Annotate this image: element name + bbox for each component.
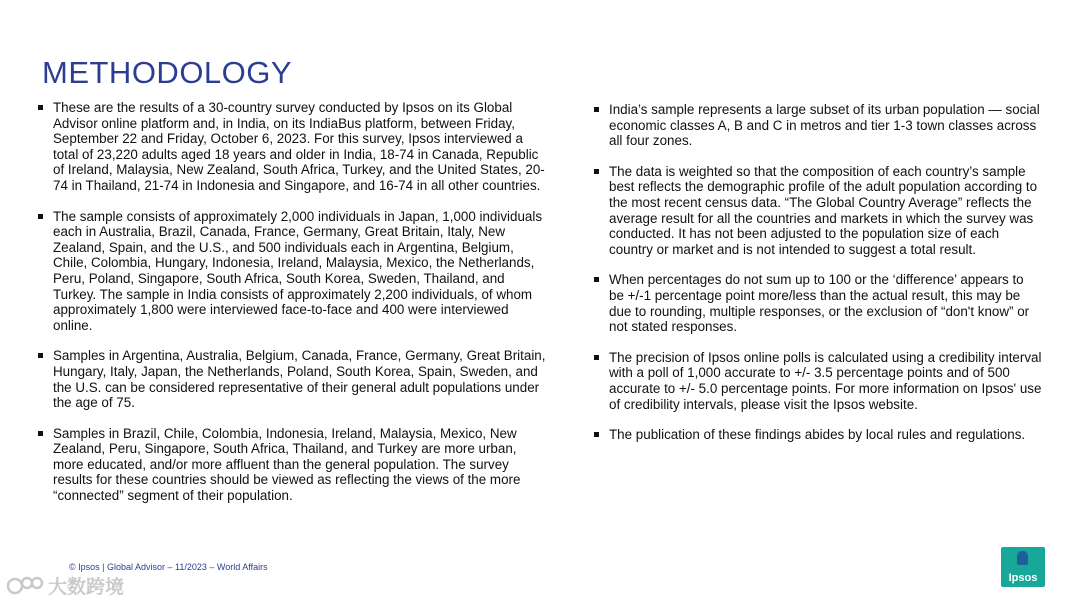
bullet-text: These are the results of a 30-country survey conducted by Ipsos on its Global Advisor online platform and, in India, on its IndiaBus platform, between Friday, September 22 and Friday, October 6, 2023. For this survey, Ipsos interviewed a total of 23,220 adults aged 18 years and older in India, 18-74 in Canada, Republic of Ireland, Malaysia, New Zealand, South Africa, Turkey, and the United States, 20-74 in Thailand, 21-74 in Indonesia and Singapore, and 16-74 in all other countries. [53, 100, 545, 193]
bullet-text: The data is weighted so that the composition of each country’s sample best reflects the demographic profile of the adult population according to the most recent census data. “The Global Country Average” reflects the average result for all the countries and markets in which the survey was conducted. It has not been adjusted to the population size of each country or market and is not intended to suggest a total result. [609, 163, 1038, 257]
square-bullet-icon [38, 214, 43, 219]
bullet-item [592, 272, 1042, 334]
bullet-text: The publication of these findings abides by local rules and regulations. [609, 427, 1026, 443]
right-bullet-list [592, 102, 1042, 443]
bullet-text: The precision of Ipsos online polls is calculated using a credibility interval with a poll of 1,000 accurate to +/- 3.5 percentage points and of 500 accurate to +/- 5.0 percentage points. For more information on Ipsos' use of credibility intervals, please visit the Ipsos website. [609, 349, 1042, 412]
bullet-item [36, 209, 546, 334]
logo-text: Ipsos [1008, 572, 1038, 584]
square-bullet-icon [594, 169, 599, 174]
bullet-text: The sample consists of approximately 2,000 individuals in Japan, 1,000 individuals each in Australia, Brazil, Canada, France, Germany, Great Britain, Italy, New Zealand, Spain, and the U.S., and 500 individuals each in Argentina, Belgium, Chile, Colombia, Hungary, Indonesia, Ireland, Malaysia, Mexico, the Netherlands, Peru, Poland, Singapore, South Africa, South Korea, Sweden, Thailand, and Turkey. The sample in India consists of approximately 2,200 individuals, of whom approximately 1,800 were interviewed face-to-face and 400 were interviewed online. [53, 208, 543, 333]
logo-figure-icon [1017, 551, 1028, 565]
bullet-item [592, 164, 1042, 258]
watermark-logo-icon [6, 575, 44, 597]
page-title: METHODOLOGY [42, 54, 293, 90]
square-bullet-icon [594, 432, 599, 437]
square-bullet-icon [594, 277, 599, 282]
bullet-text: When percentages do not sum up to 100 or the ‘difference’ appears to be +/-1 percentage point more/less than the actual result, this may be due to rounding, multiple responses, or the exclusion of “don't know” or not stated responses. [609, 272, 1030, 335]
square-bullet-icon [594, 107, 599, 112]
bullet-item [36, 348, 546, 410]
ipsos-logo [1001, 547, 1045, 587]
right-column [592, 102, 1042, 458]
bullet-item [36, 100, 546, 194]
bullet-item [36, 426, 546, 504]
bullet-item [592, 427, 1042, 443]
watermark [6, 572, 124, 599]
square-bullet-icon [38, 353, 43, 358]
left-column [36, 100, 546, 519]
watermark-text: 大数跨境 [48, 577, 125, 598]
footer-copyright: © Ipsos | Global Advisor – 11/2023 – World Affairs [69, 562, 268, 572]
bullet-item [592, 350, 1042, 412]
bullet-text: India’s sample represents a large subset of its urban population — social economic classes A, B and C in metros and tier 1-3 town classes across all four zones. [609, 102, 1040, 149]
bullet-text: Samples in Brazil, Chile, Colombia, Indonesia, Ireland, Malaysia, Mexico, New Zealand, Peru, Singapore, South Africa, Thailand, and Turkey are more urban, more educated, and/or more affluent than the general population. The survey results for these countries should be viewed as reflecting the views of the more “connected” segment of their population. [53, 425, 521, 504]
square-bullet-icon [38, 105, 43, 110]
square-bullet-icon [38, 431, 43, 436]
square-bullet-icon [594, 355, 599, 360]
bullet-text: Samples in Argentina, Australia, Belgium, Canada, France, Germany, Great Britain, Hungary, Italy, Japan, the Netherlands, Poland, South Korea, Spain, Sweden, and the U.S. can be considered representative of their general adult populations under the age of 75. [53, 348, 546, 411]
bullet-item [592, 102, 1042, 149]
left-bullet-list [36, 100, 546, 504]
